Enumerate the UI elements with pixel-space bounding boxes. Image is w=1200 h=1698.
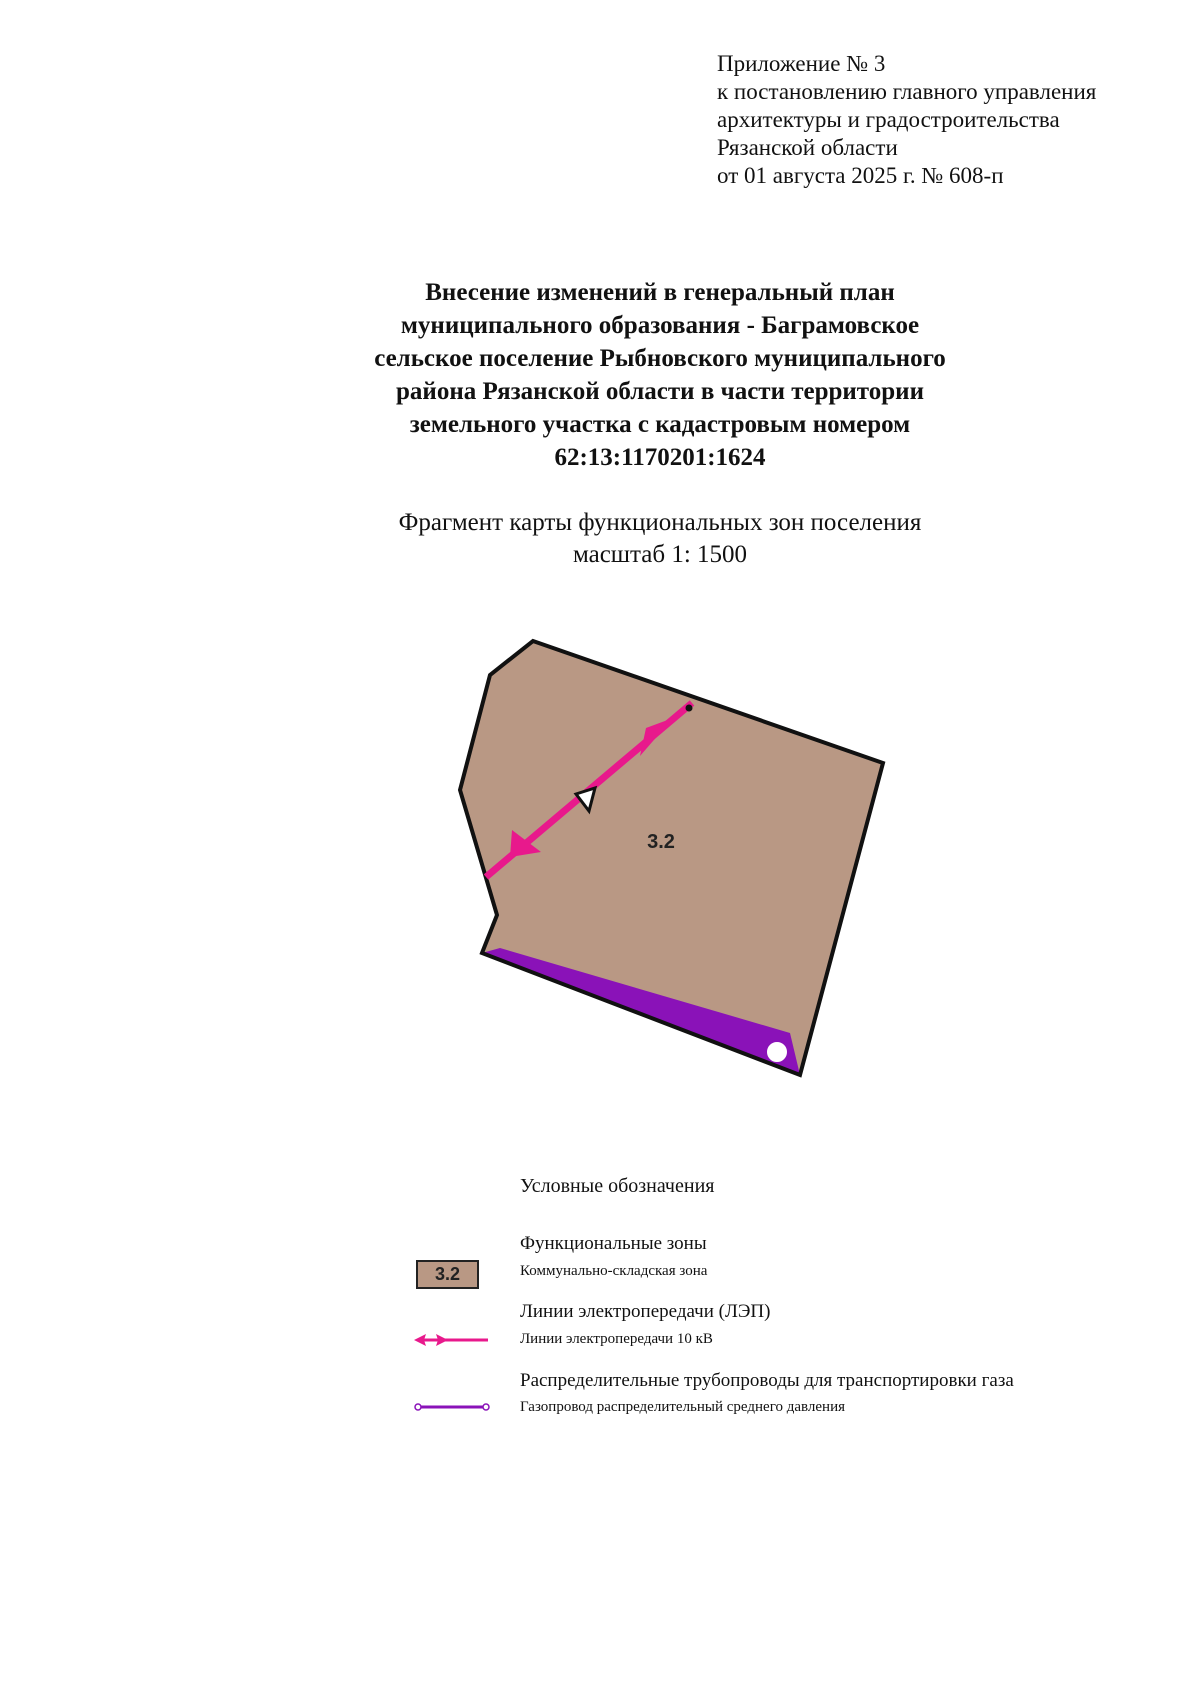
legend-title: Условные обозначения	[520, 1175, 715, 1197]
appendix-line-3: архитектуры и градостроительства	[717, 107, 1060, 132]
legend-zone-desc: Коммунально-складская зона	[520, 1263, 708, 1279]
legend-power-line-icon	[412, 1330, 492, 1350]
appendix-line-4: Рязанской области	[717, 135, 898, 160]
appendix-line-2: к постановлению главного управления	[717, 79, 1097, 104]
legend-zones-group: Функциональные зоны	[520, 1233, 707, 1254]
title-line-2: муниципального образования - Баграмовское	[400, 312, 920, 339]
subtitle-line-1: Фрагмент карты функциональных зон поселения	[398, 509, 922, 536]
appendix-line-5: от 01 августа 2025 г. № 608-п	[717, 163, 1004, 188]
legend-zone-swatch: 3.2	[416, 1260, 479, 1289]
title-line-5: земельного участка с кадастровым номером	[409, 411, 911, 438]
legend-gas-group: Распределительные трубопроводы для транспортировки газа	[520, 1370, 1014, 1391]
title-line-6: 62:13:1170201:1624	[554, 444, 766, 471]
legend-gas-pipe-icon	[412, 1397, 492, 1417]
legend-power-group: Линии электропередачи (ЛЭП)	[520, 1301, 771, 1322]
title-line-3: сельское поселение Рыбновского муниципального	[374, 345, 946, 372]
power-line-end-point	[686, 705, 693, 712]
title-line-4: района Рязанской области в части территории	[396, 378, 924, 405]
legend-gas-desc: Газопровод распределительный среднего давления	[520, 1399, 846, 1415]
zone-label: 3.2	[647, 831, 675, 853]
title-line-1: Внесение изменений в генеральный план	[425, 279, 895, 306]
subtitle-line-2: масштаб 1: 1500	[572, 541, 748, 568]
gas-pipeline-end-node	[765, 1040, 789, 1064]
legend-power-desc: Линии электропередачи 10 кВ	[520, 1331, 713, 1347]
appendix-line-1: Приложение № 3	[717, 51, 886, 76]
